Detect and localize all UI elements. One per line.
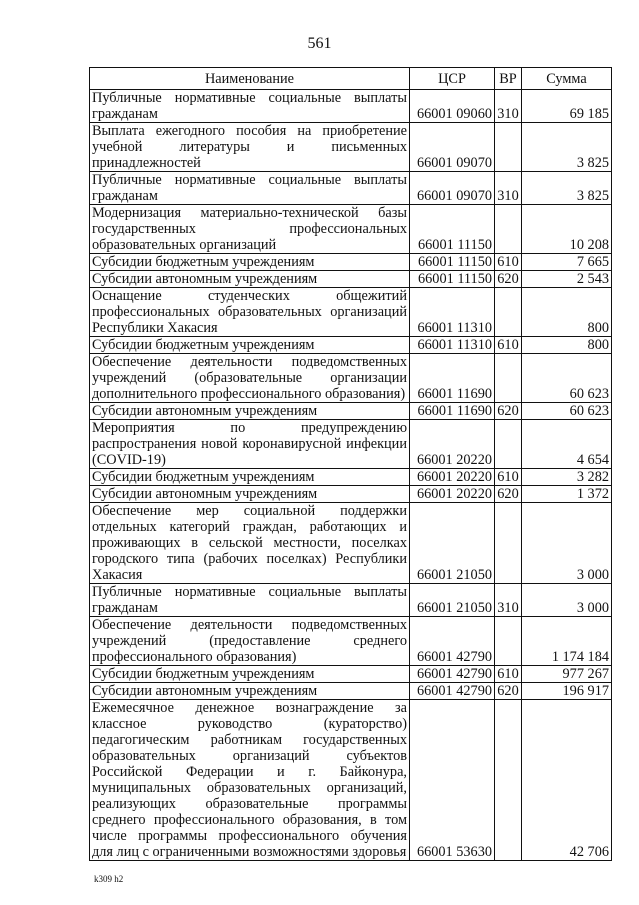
cell-sum: 60 623 bbox=[522, 403, 612, 420]
cell-csr: 66001 53630 bbox=[410, 700, 495, 861]
table-row bbox=[90, 486, 612, 503]
table-row bbox=[90, 254, 612, 271]
cell-csr: 66001 11150 bbox=[410, 271, 495, 288]
budget-table bbox=[89, 67, 612, 861]
cell-vr: 310 bbox=[495, 172, 522, 205]
cell-name: Субсидии автономным учреждениям bbox=[90, 403, 410, 420]
column-header-name: Наименование bbox=[90, 68, 410, 90]
cell-csr: 66001 20220 bbox=[410, 420, 495, 469]
cell-sum: 2 543 bbox=[522, 271, 612, 288]
cell-csr: 66001 09060 bbox=[410, 90, 495, 123]
table-row bbox=[90, 666, 612, 683]
cell-sum: 3 000 bbox=[522, 584, 612, 617]
cell-vr: 310 bbox=[495, 584, 522, 617]
table-body bbox=[90, 90, 612, 861]
cell-sum: 800 bbox=[522, 288, 612, 337]
cell-sum: 977 267 bbox=[522, 666, 612, 683]
cell-sum: 3 825 bbox=[522, 172, 612, 205]
table-row bbox=[90, 617, 612, 666]
table-row bbox=[90, 205, 612, 254]
cell-sum: 196 917 bbox=[522, 683, 612, 700]
table-row bbox=[90, 403, 612, 420]
column-header-csr: ЦСР bbox=[410, 68, 495, 90]
cell-csr: 66001 42790 bbox=[410, 683, 495, 700]
cell-vr bbox=[495, 700, 522, 861]
cell-name: Субсидии автономным учреждениям bbox=[90, 271, 410, 288]
table-row bbox=[90, 123, 612, 172]
cell-sum: 1 174 184 bbox=[522, 617, 612, 666]
cell-name: Публичные нормативные социальные выплаты гражданам bbox=[90, 584, 410, 617]
cell-name: Субсидии бюджетным учреждениям bbox=[90, 254, 410, 271]
cell-csr: 66001 20220 bbox=[410, 469, 495, 486]
table-row bbox=[90, 90, 612, 123]
cell-name: Субсидии автономным учреждениям bbox=[90, 486, 410, 503]
cell-name: Публичные нормативные социальные выплаты гражданам bbox=[90, 172, 410, 205]
cell-name: Обеспечение мер социальной поддержки отдельных категорий граждан, работающих и проживающих в сельской местности, поселках городского типа (рабочих поселках) Республики Хакасия bbox=[90, 503, 410, 584]
page-number: 561 bbox=[307, 35, 332, 52]
cell-sum: 60 623 bbox=[522, 354, 612, 403]
table-row bbox=[90, 271, 612, 288]
table-row bbox=[90, 469, 612, 486]
cell-csr: 66001 11690 bbox=[410, 403, 495, 420]
cell-csr: 66001 11310 bbox=[410, 288, 495, 337]
cell-name: Выплата ежегодного пособия на приобретение учебной литературы и письменных принадлежностей bbox=[90, 123, 410, 172]
table-row bbox=[90, 700, 612, 861]
cell-sum: 7 665 bbox=[522, 254, 612, 271]
table-row bbox=[90, 172, 612, 205]
cell-vr bbox=[495, 420, 522, 469]
cell-csr: 66001 11150 bbox=[410, 205, 495, 254]
table-row bbox=[90, 354, 612, 403]
cell-name: Оснащение студенческих общежитий профессиональных образовательных организаций Республики Хакасия bbox=[90, 288, 410, 337]
table-row bbox=[90, 420, 612, 469]
cell-vr: 310 bbox=[495, 90, 522, 123]
cell-vr bbox=[495, 288, 522, 337]
cell-sum: 3 825 bbox=[522, 123, 612, 172]
table-row bbox=[90, 337, 612, 354]
cell-sum: 4 654 bbox=[522, 420, 612, 469]
cell-csr: 66001 09070 bbox=[410, 172, 495, 205]
cell-vr: 620 bbox=[495, 271, 522, 288]
table-row bbox=[90, 584, 612, 617]
cell-csr: 66001 11690 bbox=[410, 354, 495, 403]
cell-vr: 610 bbox=[495, 666, 522, 683]
cell-sum: 800 bbox=[522, 337, 612, 354]
cell-name: Мероприятия по предупреждению распространения новой коронавирусной инфекции (COVID-19) bbox=[90, 420, 410, 469]
cell-name: Обеспечение деятельности подведомственных учреждений (предоставление среднего профессионального образования) bbox=[90, 617, 410, 666]
footer-code: k309 h2 bbox=[94, 874, 124, 884]
cell-vr bbox=[495, 205, 522, 254]
cell-name: Субсидии бюджетным учреждениям bbox=[90, 337, 410, 354]
column-header-vr: ВР bbox=[495, 68, 522, 90]
cell-name: Модернизация материально-технической базы государственных профессиональных образовательных организаций bbox=[90, 205, 410, 254]
cell-sum: 1 372 bbox=[522, 486, 612, 503]
table-row bbox=[90, 503, 612, 584]
cell-vr: 610 bbox=[495, 254, 522, 271]
cell-name: Субсидии автономным учреждениям bbox=[90, 683, 410, 700]
cell-csr: 66001 11310 bbox=[410, 337, 495, 354]
cell-csr: 66001 42790 bbox=[410, 617, 495, 666]
cell-csr: 66001 11150 bbox=[410, 254, 495, 271]
cell-sum: 69 185 bbox=[522, 90, 612, 123]
table-row bbox=[90, 288, 612, 337]
cell-name: Обеспечение деятельности подведомственных учреждений (образовательные организации дополнительного профессионального образования) bbox=[90, 354, 410, 403]
table-row bbox=[90, 683, 612, 700]
cell-sum: 3 282 bbox=[522, 469, 612, 486]
cell-vr: 610 bbox=[495, 469, 522, 486]
cell-vr: 620 bbox=[495, 403, 522, 420]
cell-vr bbox=[495, 617, 522, 666]
cell-vr: 620 bbox=[495, 683, 522, 700]
cell-name: Публичные нормативные социальные выплаты гражданам bbox=[90, 90, 410, 123]
cell-csr: 66001 42790 bbox=[410, 666, 495, 683]
cell-vr: 610 bbox=[495, 337, 522, 354]
cell-vr: 620 bbox=[495, 486, 522, 503]
cell-csr: 66001 09070 bbox=[410, 123, 495, 172]
cell-name: Субсидии бюджетным учреждениям bbox=[90, 666, 410, 683]
column-header-sum: Сумма bbox=[522, 68, 612, 90]
cell-sum: 10 208 bbox=[522, 205, 612, 254]
cell-name: Субсидии бюджетным учреждениям bbox=[90, 469, 410, 486]
cell-name: Ежемесячное денежное вознаграждение за классное руководство (кураторство) педагогическим работникам государственных образовательных организаций субъектов Российской Федерации и г. Байконура, муниципальных образовательных организаций, реализующих образовательные программы среднего профессионального образования, в том числе программы профессионального обучения для лиц с ограниченными возможностями здоровья bbox=[90, 700, 410, 861]
cell-sum: 42 706 bbox=[522, 700, 612, 861]
cell-vr bbox=[495, 503, 522, 584]
cell-vr bbox=[495, 123, 522, 172]
cell-vr bbox=[495, 354, 522, 403]
table-header-row bbox=[90, 68, 612, 90]
cell-csr: 66001 21050 bbox=[410, 503, 495, 584]
cell-csr: 66001 21050 bbox=[410, 584, 495, 617]
cell-sum: 3 000 bbox=[522, 503, 612, 584]
cell-csr: 66001 20220 bbox=[410, 486, 495, 503]
